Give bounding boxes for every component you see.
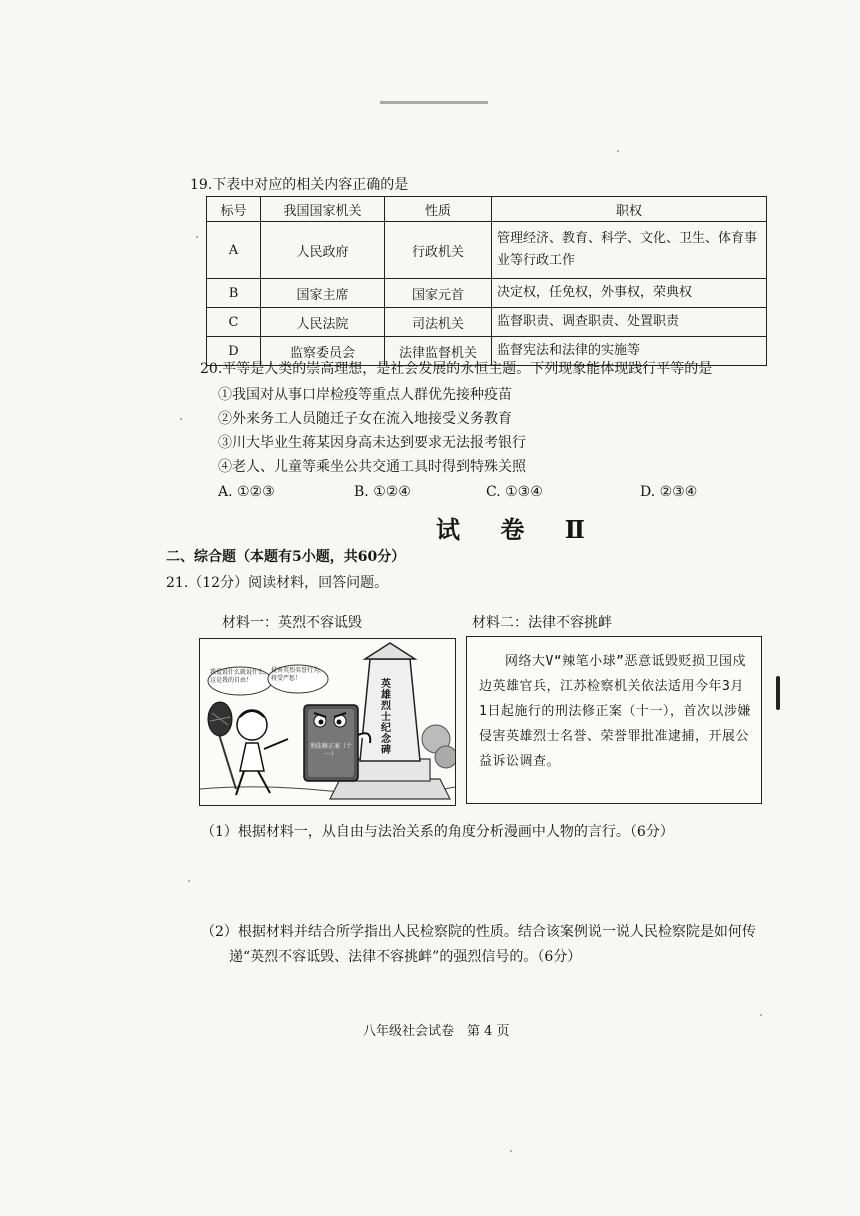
table-cell: 人民政府 — [261, 222, 385, 279]
table-row — [207, 308, 767, 337]
q21-stem: 21.（12分）阅读材料，回答问题。 — [166, 575, 389, 591]
cartoon-monument-text: 英雄烈士纪念碑 — [381, 679, 391, 756]
material2-label: 材料二：法律不容挑衅 — [472, 615, 612, 631]
q19-stem: 19.下表中对应的相关内容正确的是 — [190, 177, 409, 193]
cartoon-bubble-left: 我爱说什么就说什么，这是我的自由！ — [210, 669, 271, 684]
q20-option-d: D. ②③④ — [640, 484, 698, 500]
material2-box — [466, 636, 762, 804]
top-scan-mark — [380, 101, 488, 104]
table-cell: 国家元首 — [385, 279, 492, 308]
cartoon-book-text: 刑法修正案（十一） — [309, 743, 352, 758]
page-footer: 八年级社会试卷 第 4 页 — [363, 1024, 510, 1039]
table-cell: 监察委员会 — [261, 337, 385, 366]
material1-label: 材料一：英烈不容诋毁 — [222, 615, 362, 631]
header-cell: 我国国家机关 — [261, 197, 385, 222]
table-header-row — [207, 197, 767, 222]
cartoon-drawing — [200, 639, 455, 805]
scan-speck — [196, 236, 198, 238]
q20-stem: 20.平等是人类的崇高理想，是社会发展的永恒主题。下列现象能体现践行平等的是 — [200, 361, 713, 377]
scan-speck — [180, 418, 182, 420]
material2-text: 网络大V“辣笔小球”恶意诋毁贬损卫国戍边英雄官兵，江苏检察机关依法适用今年3月1日起施行的刑法修正案（十一），首次以涉嫌侵害英雄烈士名誉、荣誉罪批准逮捕，开展公益诉讼调查。 — [479, 654, 751, 769]
table-cell: 司法机关 — [385, 308, 492, 337]
q21-sub1: （1）根据材料一，从自由与法治关系的角度分析漫画中人物的言行。（6分） — [201, 824, 674, 840]
table-cell: C — [207, 308, 261, 337]
table-cell: A — [207, 222, 261, 279]
q20-option-c: C. ①③④ — [486, 484, 543, 500]
table-cell: 管理经济、教育、科学、文化、卫生、体育事业等行政工作 — [492, 222, 767, 279]
table-cell: 法律监督机关 — [385, 337, 492, 366]
table-cell: 国家主席 — [261, 279, 385, 308]
header-cell: 职权 — [492, 197, 767, 222]
q20-item: ③川大毕业生蒋某因身高未达到要求无法报考银行 — [218, 435, 526, 451]
scan-speck — [188, 880, 190, 882]
section-title: 试 卷 Ⅱ — [436, 515, 601, 544]
q21-sub2-line1: （2）根据材料并结合所学指出人民检察院的性质。结合该案例说一说人民检察院是如何传 — [201, 924, 756, 940]
table-cell: D — [207, 337, 261, 366]
q20-item: ①我国对从事口岸检疫等重点人群优先接种疫苗 — [218, 387, 512, 403]
table-cell: 人民法院 — [261, 308, 385, 337]
table-row — [207, 222, 767, 279]
table-cell: B — [207, 279, 261, 308]
scan-speck — [510, 1150, 512, 1152]
table-cell: 行政机关 — [385, 222, 492, 279]
q21-sub2-line2: 递“英烈不容诋毁、法律不容挑衅”的强烈信号的。（6分） — [229, 949, 582, 965]
cartoon-bubble-right: 侵害英烈名誉行为，将受严惩！ — [271, 667, 326, 682]
table-row — [207, 279, 767, 308]
scan-speck — [760, 1014, 762, 1016]
cartoon-image — [199, 638, 456, 806]
q20-item: ④老人、儿童等乘坐公共交通工具时得到特殊关照 — [218, 459, 526, 475]
header-cell: 标号 — [207, 197, 261, 222]
section2-header: 二、综合题（本题有5小题，共60分） — [166, 549, 406, 565]
q20-item: ②外来务工人员随迁子女在流入地接受义务教育 — [218, 411, 512, 427]
scan-margin-mark — [776, 676, 780, 710]
table-cell: 监督职责、调查职责、处置职责 — [492, 308, 767, 337]
header-cell: 性质 — [385, 197, 492, 222]
table-cell: 监督宪法和法律的实施等 — [492, 337, 767, 366]
q20-option-a: A. ①②③ — [218, 484, 275, 500]
table-cell: 决定权，任免权，外事权，荣典权 — [492, 279, 767, 308]
q20-option-b: B. ①②④ — [354, 484, 411, 500]
q19-table — [206, 196, 767, 366]
scan-speck — [617, 150, 619, 152]
